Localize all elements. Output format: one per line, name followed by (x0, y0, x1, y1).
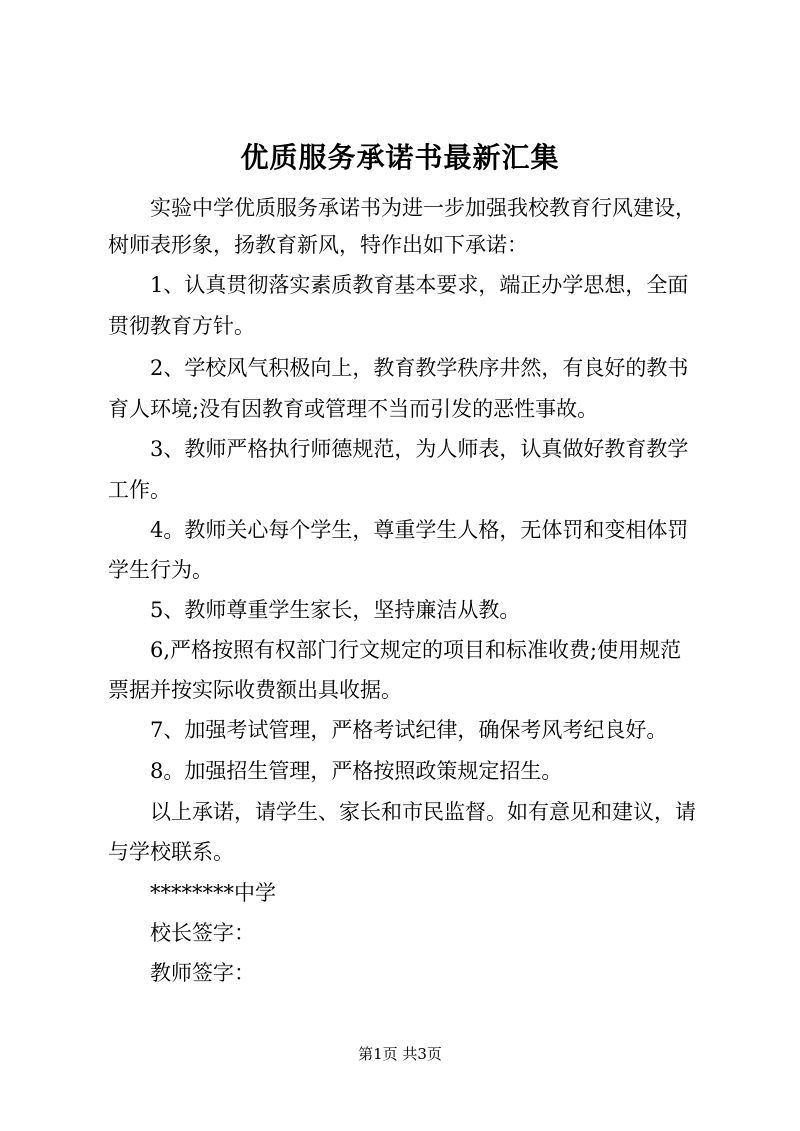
page-number-footer: 第1页 共3页 (358, 1045, 442, 1063)
teacher-signature-line: 教师签字： (150, 961, 255, 985)
paragraph-line: 学生行为。 (108, 558, 213, 582)
paragraph-line: 8。加强招生管理，严格按照政策规定招生。 (150, 759, 563, 783)
paragraph-line: 6,严格按照有权部门行文规定的项目和标准收费;使用规范 (150, 638, 682, 662)
paragraph-line: 1、认真贯彻落实素质教育基本要求，端正办学思想，全面 (150, 273, 689, 297)
paragraph-line: 与学校联系。 (108, 840, 234, 864)
paragraph-line: 树师表形象，扬教育新风，特作出如下承诺： (108, 233, 528, 257)
paragraph-line: 5、教师尊重学生家长，坚持廉洁从教。 (150, 598, 521, 622)
document-title: 优质服务承诺书最新汇集 (240, 141, 560, 174)
school-signature-line: ********中学 (150, 881, 276, 905)
paragraph-line: 4。教师关心每个学生，尊重学生人格，无体罚和变相体罚 (150, 518, 689, 542)
paragraph-line: 3、教师严格执行师德规范，为人师表，认真做好教育教学 (150, 437, 689, 461)
principal-signature-line: 校长签字： (150, 921, 255, 945)
paragraph-line: 以上承诺，请学生、家长和市民监督。如有意见和建议，请 (150, 800, 696, 824)
paragraph-line: 票据并按实际收费额出具收据。 (108, 678, 402, 702)
paragraph-line: 工作。 (108, 478, 171, 502)
paragraph-line: 育人环境;没有因教育或管理不当而引发的恶性事故。 (108, 397, 599, 421)
paragraph-line: 实验中学优质服务承诺书为进一步加强我校教育行风建设， (150, 196, 696, 220)
paragraph-line: 2、学校风气积极向上，教育教学秩序井然，有良好的教书 (150, 356, 689, 380)
paragraph-line: 贯彻教育方针。 (108, 314, 255, 338)
paragraph-line: 7、加强考试管理，严格考试纪律，确保考风考纪良好。 (150, 718, 668, 742)
